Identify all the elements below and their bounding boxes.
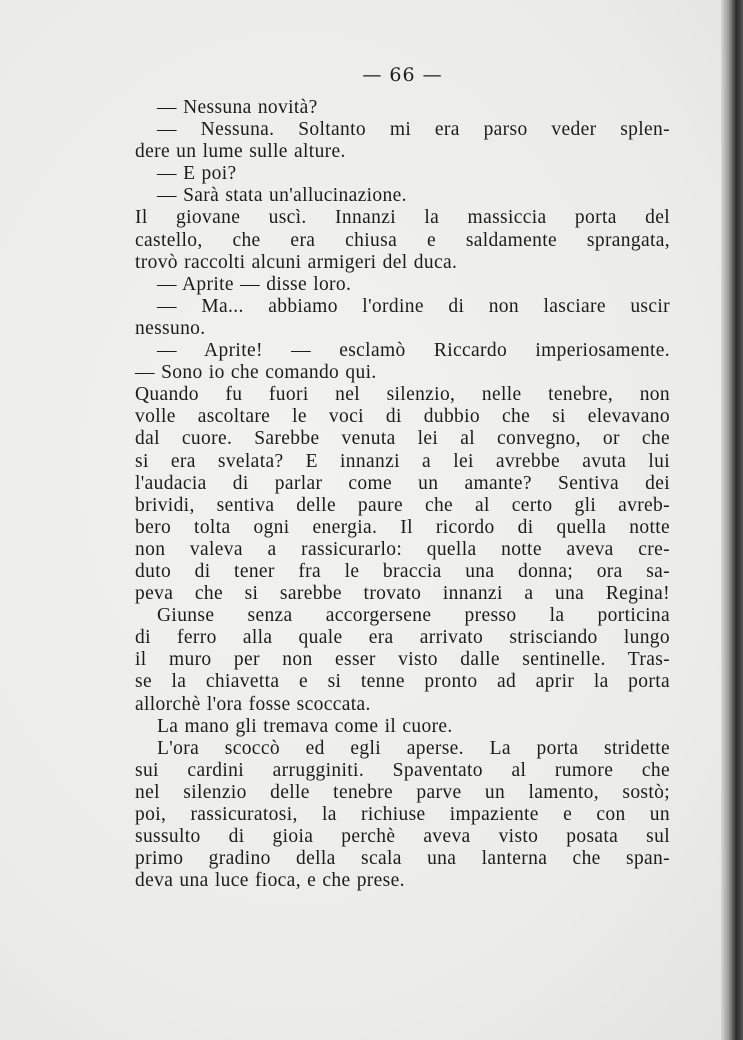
text-line: se la chiavetta e si tenne pronto ad aprir la porta <box>135 671 670 693</box>
text-line: Quando fu fuori nel silenzio, nelle tenebre, non <box>135 384 670 406</box>
text-line: dere un lume sulle alture. <box>135 141 346 163</box>
text-line: — Sono io che comando qui. <box>135 362 377 384</box>
text-line: castello, che era chiusa e saldamente sprangata, <box>135 229 670 251</box>
text-line: — E poi? <box>157 163 237 185</box>
text-line: l'audacia di parlar come un amante? Sentiva dei <box>135 472 670 494</box>
text-line: — Ma... abbiamo l'ordine di non lasciare uscir <box>157 295 670 317</box>
text-line: bero tolta ogni energia. Il ricordo di quella notte <box>135 516 670 538</box>
text-line: Il giovane uscì. Innanzi la massiccia porta del <box>135 207 670 229</box>
text-line: — Sarà stata un'allucinazione. <box>157 185 407 207</box>
text-line: primo gradino della scala una lanterna che span- <box>135 848 670 870</box>
text-line: dal cuore. Sarebbe venuta lei al convegno, or che <box>135 428 670 450</box>
text-line: peva che si sarebbe trovato innanzi a una Regina! <box>135 583 670 605</box>
text-line: nessuno. <box>135 317 206 339</box>
body-text <box>135 97 670 892</box>
text-line: poi, rassicuratosi, la richiuse impaziente e con un <box>135 804 670 825</box>
text-line: volle ascoltare le voci di dubbio che si elevavano <box>135 406 670 428</box>
text-line: allorchè l'ora fosse scoccata. <box>135 693 371 715</box>
text-line: sussulto di gioia perchè aveva visto posata sul <box>135 826 670 848</box>
text-line: il muro per non esser visto dalle sentinelle. Tras- <box>135 649 670 671</box>
text-line: sui cardini arrugginiti. Spaventato al rumore che <box>135 759 670 781</box>
text-line: brividi, sentiva delle paure che al certo gli avreb- <box>135 494 670 516</box>
text-line: — Nessuna novità? <box>157 97 318 118</box>
text-line: duto di tener fra le braccia una donna; ora sa- <box>135 560 670 582</box>
text-line: deva una luce fioca, e che prese. <box>135 870 405 892</box>
text-line: — Aprite — disse loro. <box>157 273 352 295</box>
book-spine-shadow <box>721 0 743 1040</box>
text-line: si era svelata? E innanzi a lei avrebbe avuta lui <box>135 450 670 472</box>
text-line: non valeva a rassicurarlo: quella notte aveva cre- <box>135 538 670 560</box>
text-line: nel silenzio delle tenebre parve un lamento, sostò; <box>135 781 670 803</box>
text-line: — Aprite! — esclamò Riccardo imperiosamente. <box>157 340 670 362</box>
text-line: Giunse senza accorgersene presso la porticina <box>157 605 670 627</box>
text-line: L'ora scoccò ed egli aperse. La porta stridette <box>157 737 670 759</box>
text-line: — Nessuna. Soltanto mi era parso veder splen- <box>157 119 670 141</box>
page-number: — 66 — <box>362 64 443 86</box>
text-line: trovò raccolti alcuni armigeri del duca. <box>135 251 458 273</box>
text-line: La mano gli tremava come il cuore. <box>157 715 453 737</box>
text-line: di ferro alla quale era arrivato strisciando lungo <box>135 627 670 649</box>
